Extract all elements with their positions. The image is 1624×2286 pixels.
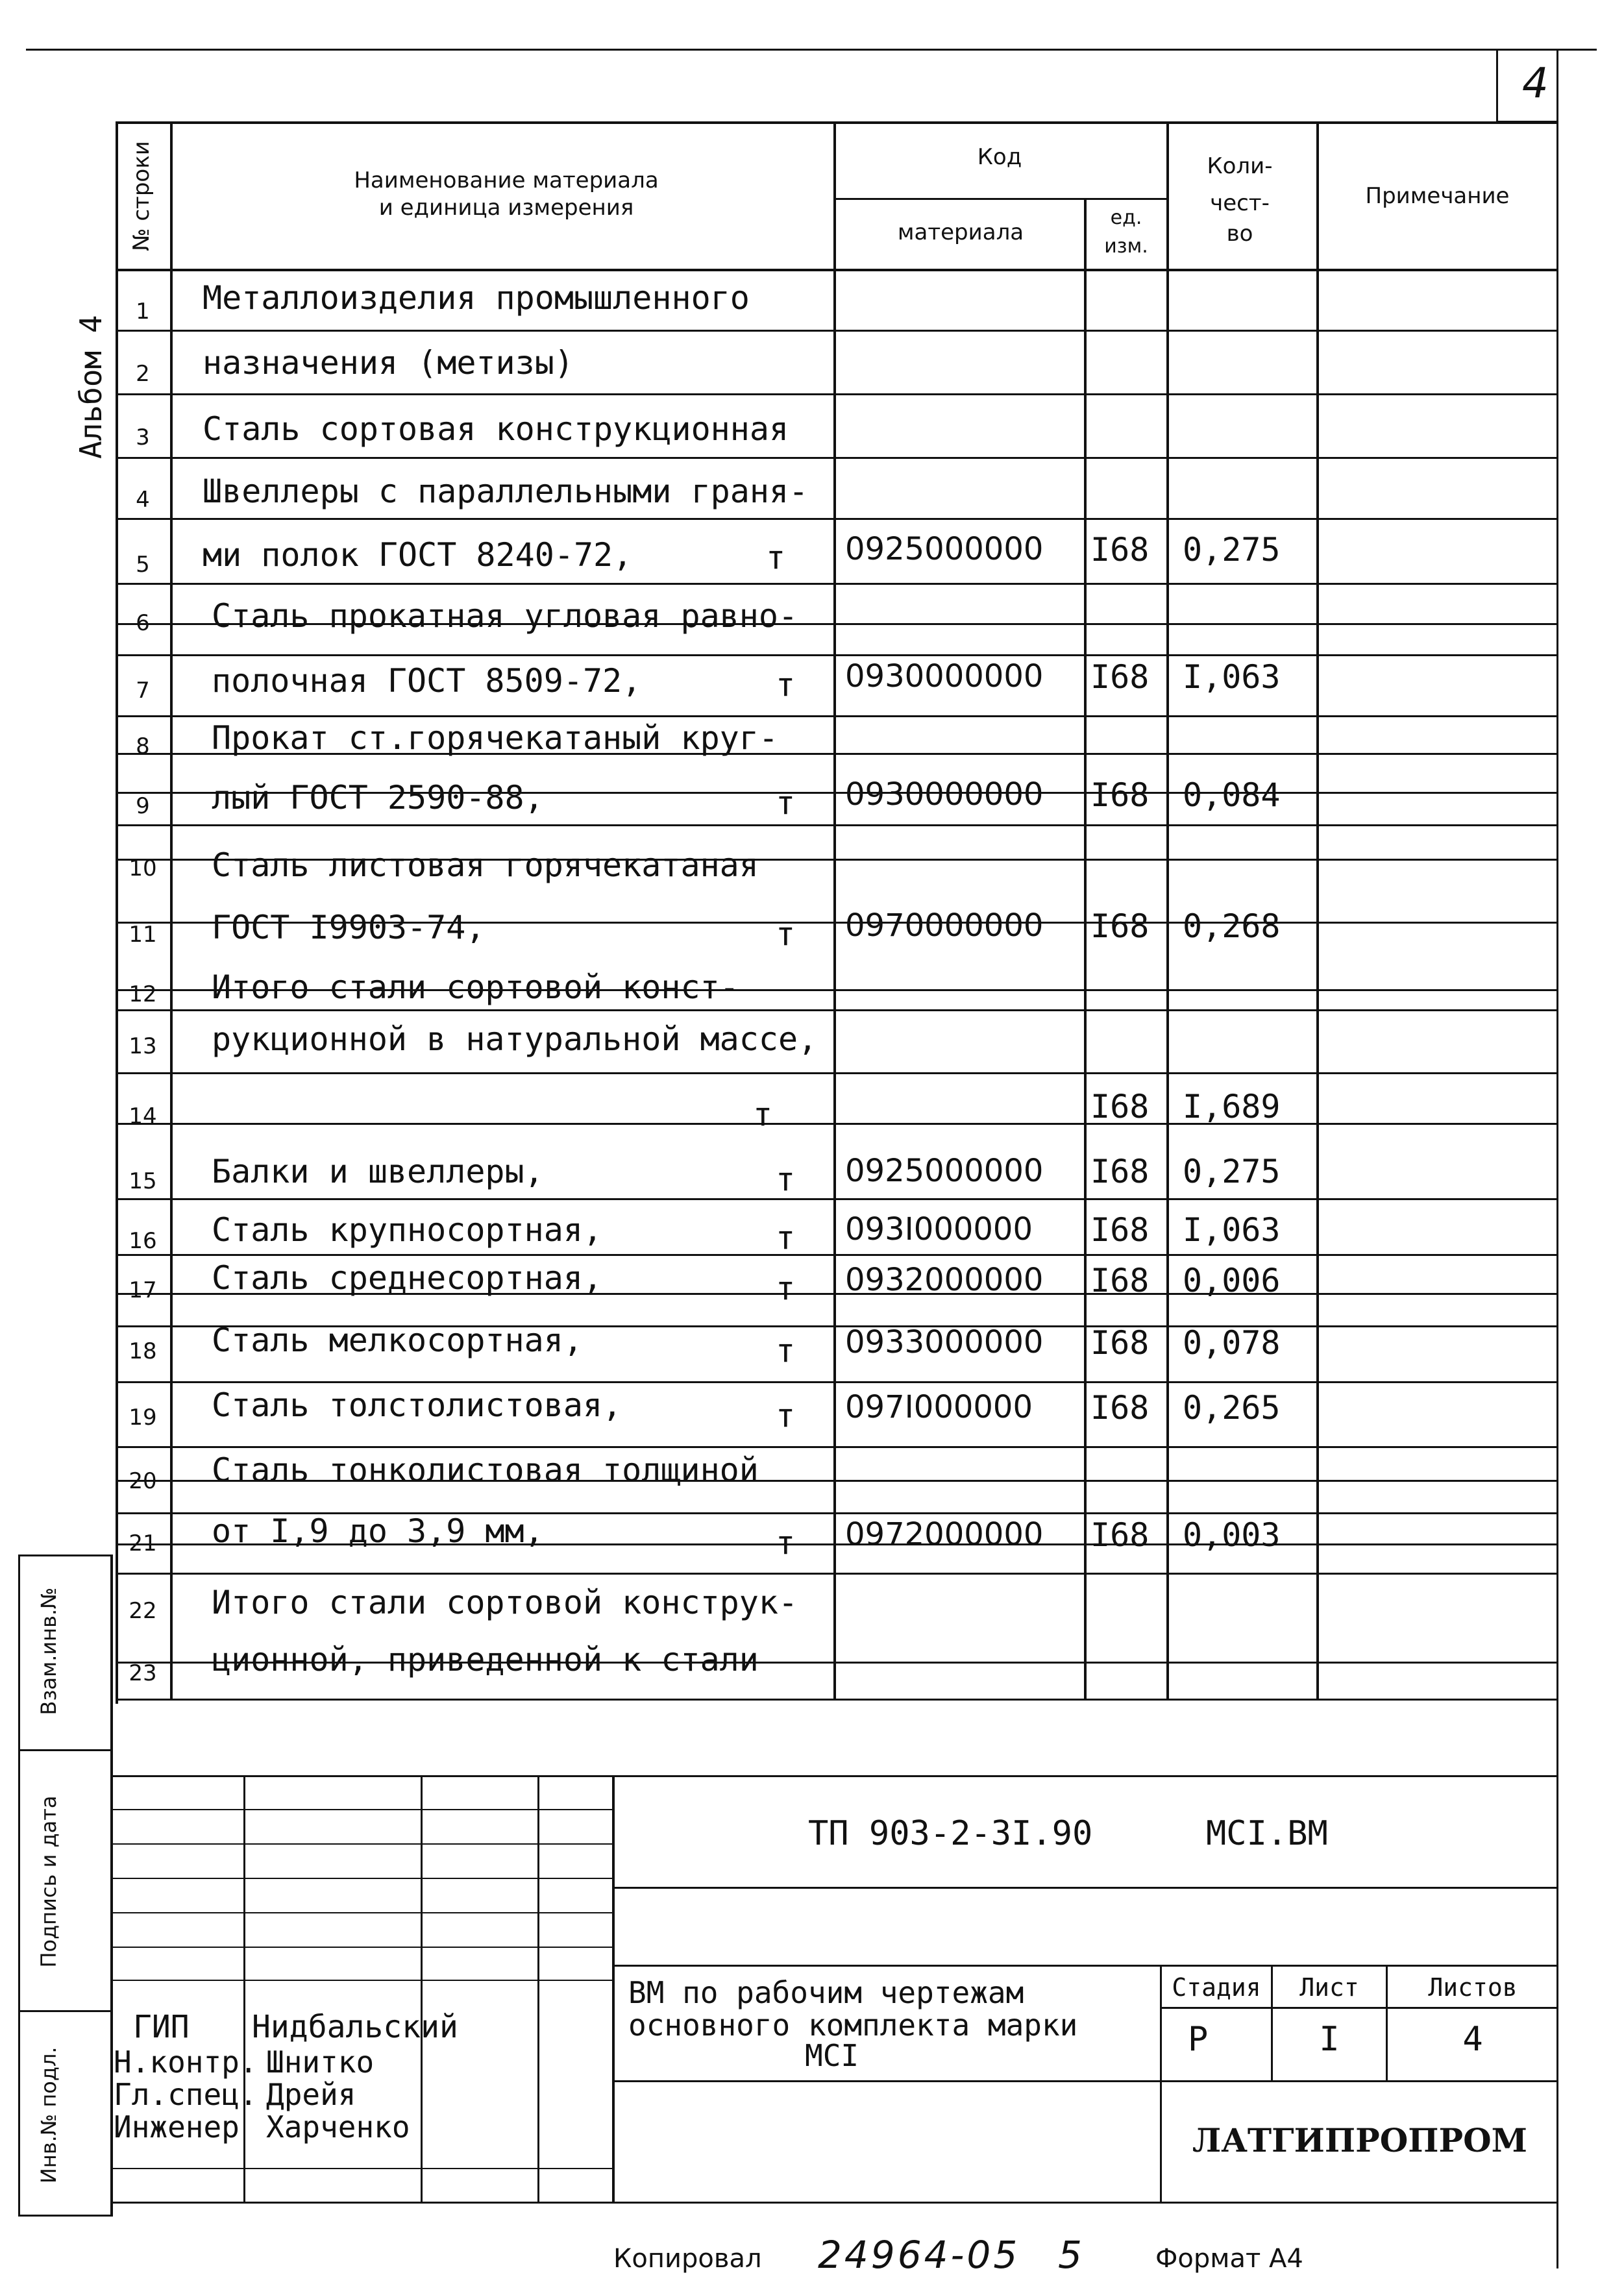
staff-role-1: ГИП	[133, 2009, 190, 2045]
right-border	[1556, 49, 1558, 2268]
stage-value: Р	[1188, 2020, 1209, 2059]
footer-copied: Копировал	[613, 2244, 762, 2274]
unit-label: т	[776, 784, 796, 822]
row-number: 7	[136, 678, 150, 704]
material-name: лый ГОСТ 2590-88,	[212, 779, 544, 817]
material-name: Сталь мелкосортная,	[212, 1321, 583, 1359]
material-name: Сталь прокатная угловая равно-	[212, 597, 798, 635]
table-top	[116, 121, 1558, 124]
row-number: 1	[136, 299, 150, 325]
code-col-divider	[833, 121, 836, 1699]
tb-staff-col1	[243, 1775, 245, 2202]
row-separator	[116, 1123, 1558, 1125]
material-name: от I,9 до 3,9 мм,	[212, 1512, 544, 1550]
tb-staff-row3	[112, 1878, 613, 1879]
unit-code: I68	[1090, 1262, 1150, 1299]
quantity: 0,003	[1183, 1516, 1281, 1554]
row-separator	[116, 824, 1558, 826]
album-label: Альбом 4	[73, 315, 108, 459]
doc-code: ТП 903-2-3I.90	[808, 1814, 1093, 1853]
row-number: 3	[136, 424, 150, 450]
sheets-value: 4	[1462, 2020, 1483, 2059]
unit-label: т	[776, 1332, 796, 1370]
stamp-inv: Инв.№ подл.	[36, 2046, 61, 2183]
unit-label: т	[753, 1096, 773, 1133]
tb-code-divider	[613, 1887, 1558, 1889]
row-separator	[116, 715, 1558, 717]
tb-bottom	[112, 2202, 1558, 2204]
material-code: 0933000000	[845, 1324, 1044, 1360]
row-number: 8	[136, 733, 150, 759]
tb-desc-divider	[613, 1965, 1558, 1967]
num-col-divider	[170, 121, 173, 1699]
material-name: Сталь сортовая конструкционная	[203, 410, 789, 448]
material-name: Балки и швеллеры,	[212, 1153, 544, 1190]
top-rule	[26, 49, 1597, 51]
staff-role-2: Н.контр.	[114, 2045, 258, 2080]
unit-label: т	[776, 1219, 796, 1257]
header-qty-line1: Коли-	[1207, 153, 1273, 179]
material-name: рукционной в натуральной массе,	[212, 1020, 818, 1058]
unit-code: I68	[1090, 1389, 1150, 1427]
staff-role-3: Гл.спец.	[114, 2077, 258, 2112]
material-name: назначения (метизы)	[203, 344, 574, 382]
row-separator	[116, 1254, 1558, 1256]
unit-code: I68	[1090, 907, 1150, 945]
header-code-material: материала	[897, 219, 1024, 245]
header-bottom	[116, 269, 1558, 271]
quantity: 0,275	[1183, 1153, 1281, 1190]
tb-staff-row7	[112, 2168, 613, 2169]
tb-staff-col3	[537, 1775, 539, 2202]
row-separator	[116, 393, 1558, 395]
stamp-vzam: Взам.инв.№	[36, 1587, 61, 1715]
tb-staff-row5	[112, 1947, 613, 1948]
material-code: 0932000000	[845, 1262, 1044, 1298]
unit-code: I68	[1090, 1211, 1150, 1249]
stamp-div-1	[18, 1749, 113, 1751]
code-sub-divider	[1084, 199, 1087, 1699]
unit-label: т	[776, 915, 796, 953]
row-number: 17	[129, 1277, 157, 1303]
sheets-label: Листов	[1428, 1973, 1518, 2002]
material-code: 0930000000	[845, 776, 1044, 813]
row-number: 16	[129, 1228, 157, 1254]
unit-label: т	[776, 1270, 796, 1307]
header-name-line1: Наименование материала	[354, 167, 659, 193]
material-name: Итого стали сортовой конст-	[212, 968, 739, 1006]
tb-staff-col2	[421, 1775, 423, 2202]
material-name: Итого стали сортовой конструк-	[212, 1584, 798, 1621]
row-separator	[116, 583, 1558, 585]
doc-desc-line1: ВМ по рабочим чертежам	[628, 1975, 1024, 2010]
material-name: Швеллеры с параллельными граня-	[203, 473, 809, 510]
stamp-frame-left	[18, 1555, 20, 2217]
material-code: 097I000000	[845, 1389, 1033, 1425]
material-name: Сталь крупносортная,	[212, 1211, 603, 1249]
header-qty-line2: чест-	[1210, 190, 1270, 216]
header-row-no: № строки	[129, 141, 154, 251]
unit-label: т	[766, 539, 786, 576]
material-code: 0970000000	[845, 907, 1044, 944]
code-header-divider	[833, 198, 1168, 200]
unit-code: I68	[1090, 1516, 1150, 1554]
material-name: Прокат ст.горячекатаный круг-	[212, 719, 778, 757]
organization: ЛАТГИПРОПРОМ	[1192, 2121, 1527, 2159]
unit-label: т	[776, 1161, 796, 1198]
row-separator	[116, 1072, 1558, 1074]
page-number: 4	[1522, 60, 1549, 108]
row-separator	[116, 518, 1558, 520]
quantity: 0,265	[1183, 1389, 1281, 1427]
row-number: 13	[129, 1033, 157, 1059]
qty-col-divider	[1316, 121, 1319, 1699]
material-code: 093I000000	[845, 1211, 1033, 1247]
tb-stage-label-line	[1160, 2007, 1558, 2009]
row-number: 15	[129, 1168, 157, 1194]
row-separator	[116, 330, 1558, 332]
sheet-value: I	[1319, 2020, 1340, 2059]
row-number: 23	[129, 1660, 157, 1686]
quantity: 0,006	[1183, 1262, 1281, 1299]
row-number: 14	[129, 1103, 157, 1129]
unit-code: I68	[1090, 531, 1150, 569]
row-number: 4	[136, 487, 150, 513]
material-name: Сталь тонколистовая толщиной	[212, 1451, 759, 1489]
header-note: Примечание	[1365, 183, 1510, 209]
header-code: Код	[977, 144, 1022, 170]
material-name: полочная ГОСТ 8509-72,	[212, 662, 642, 700]
stamp-frame-bottom	[18, 2215, 113, 2217]
unit-code: I68	[1090, 1088, 1150, 1125]
header-qty-line3: во	[1226, 221, 1253, 247]
quantity: 0,275	[1183, 531, 1281, 569]
row-number: 2	[136, 361, 150, 387]
material-code: 0972000000	[845, 1516, 1044, 1553]
row-number: 21	[129, 1530, 157, 1556]
page-number-box-left	[1496, 49, 1498, 121]
header-unit-line2: изм.	[1104, 235, 1148, 258]
tb-staff-row4	[112, 1912, 613, 1913]
staff-name-2: Шнитко	[266, 2045, 375, 2080]
staff-name-4: Харченко	[266, 2109, 410, 2145]
material-name: ционной, приведенной к стали	[212, 1641, 759, 1678]
material-code: 0930000000	[845, 658, 1044, 694]
unit-label: т	[776, 666, 796, 704]
material-code: 0925000000	[845, 531, 1044, 567]
staff-role-4: Инженер	[114, 2109, 240, 2145]
doc-mark: МСI.ВМ	[1206, 1814, 1328, 1853]
doc-desc-line3: МСI	[805, 2038, 859, 2073]
quantity: I,689	[1183, 1088, 1281, 1125]
tb-staff-row6	[112, 1980, 613, 1981]
row-number: 22	[129, 1598, 157, 1624]
row-separator	[116, 654, 1558, 656]
table-left	[116, 121, 118, 1704]
unit-label: т	[776, 1397, 796, 1434]
row-number: 10	[129, 855, 157, 881]
staff-name-3: Дрейя	[266, 2077, 356, 2112]
doc-desc-line2: основного комплекта марки	[628, 2008, 1078, 2043]
sheet-label: Лист	[1299, 1973, 1359, 2002]
unit-col-divider	[1166, 121, 1169, 1699]
row-number: 19	[129, 1405, 157, 1431]
material-name: Металлоизделия промышленного	[203, 279, 750, 317]
unit-code: I68	[1090, 776, 1150, 814]
quantity: I,063	[1183, 1211, 1281, 1249]
tb-main-divider	[612, 1775, 615, 2202]
quantity: 0,078	[1183, 1324, 1281, 1362]
footer-number: 24964-05	[818, 2233, 1020, 2277]
material-name: Сталь толстолистовая,	[212, 1386, 622, 1424]
unit-code: I68	[1090, 1324, 1150, 1362]
stamp-frame-top	[18, 1555, 113, 1556]
tb-staff-row1	[112, 1809, 613, 1810]
row-number: 20	[129, 1468, 157, 1494]
quantity: 0,084	[1183, 776, 1281, 814]
quantity: I,063	[1183, 658, 1281, 696]
row-separator	[116, 1573, 1558, 1575]
row-separator	[116, 1381, 1558, 1383]
row-separator	[116, 1446, 1558, 1448]
footer-format: Формат А4	[1155, 2244, 1303, 2274]
tb-staff-row2	[112, 1843, 613, 1845]
row-separator	[116, 1009, 1558, 1011]
table-bottom	[116, 1699, 1558, 1701]
material-name: ГОСТ I9903-74,	[212, 909, 486, 946]
unit-code: I68	[1090, 1153, 1150, 1190]
unit-code: I68	[1090, 658, 1150, 696]
quantity: 0,268	[1183, 907, 1281, 945]
tb-top	[112, 1775, 1558, 1777]
row-number: 9	[136, 793, 150, 819]
stage-label: Стадия	[1172, 1973, 1261, 2002]
material-name: Сталь среднесортная,	[212, 1259, 603, 1297]
material-name: Сталь листовая горячекатаная	[212, 846, 759, 884]
row-number: 12	[129, 981, 157, 1007]
header-name-line2: и единица измерения	[378, 195, 634, 221]
tb-info-divider	[613, 2080, 1558, 2082]
row-number: 18	[129, 1338, 157, 1364]
stamp-podpis: Подпись и дата	[36, 1795, 61, 1968]
material-code: 0925000000	[845, 1153, 1044, 1189]
row-number: 5	[136, 552, 150, 578]
stamp-div-2	[18, 2010, 113, 2012]
row-separator	[116, 1198, 1558, 1200]
row-number: 11	[129, 922, 157, 948]
header-unit-line1: ед.	[1110, 206, 1142, 229]
staff-name-1: Нидбальский	[252, 2009, 458, 2045]
footer-sub: 5	[1058, 2233, 1082, 2277]
row-separator	[116, 457, 1558, 459]
material-name: ми полок ГОСТ 8240-72,	[203, 536, 633, 574]
unit-label: т	[776, 1524, 796, 1562]
stamp-frame-right	[110, 1555, 113, 2217]
row-number: 6	[136, 610, 150, 636]
